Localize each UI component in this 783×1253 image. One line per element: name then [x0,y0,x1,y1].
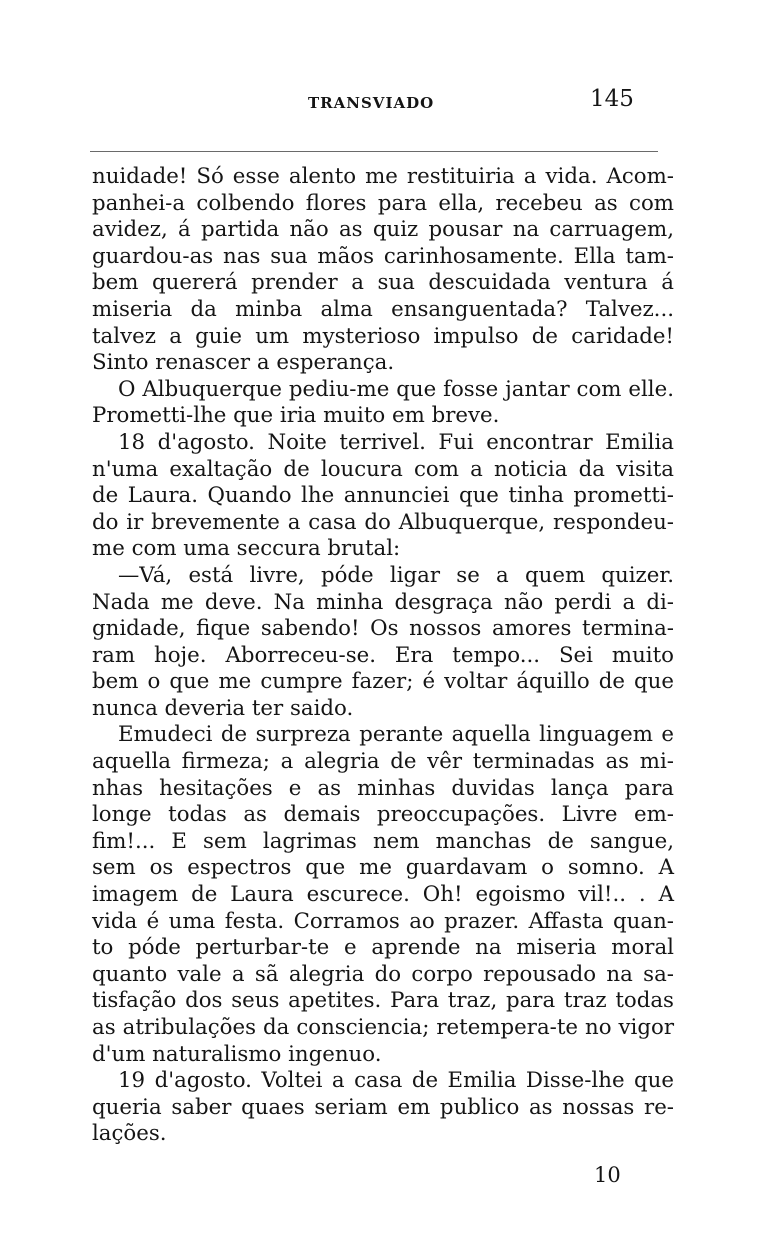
text-line: gnidade, fique sabendo! Os nossos amores termina- [92,616,674,642]
text-line: de Laura. Quando lhe annunciei que tinha prometti- [92,483,674,509]
text-line: imagem de Laura escurece. Oh! egoismo vil!.. . A [92,882,674,908]
text-line: guardou-as nas sua mãos carinhosamente. Ella tam- [92,243,674,269]
text-line: avidez, á partida não as quiz pousar na carruagem, [92,217,674,243]
text-line: aquella firmeza; a alegria de vêr terminadas as mi- [92,749,674,775]
text-line: n'uma exaltação de loucura com a noticia da visita [92,456,674,482]
text-line: Sinto renascer a esperança. [92,350,395,376]
running-title: TRANSVIADO [308,94,435,112]
text-line: miseria da minba alma ensanguentada? Talvez... [92,296,674,322]
text-line: bem o que me cumpre fazer; é voltar áquillo de que [92,669,674,695]
text-line: as atribulações da consciencia; retempera-te no vigor [92,1015,674,1040]
text-line: d'um naturalismo ingenuo. [92,1041,382,1067]
text-line: ram hoje. Aborreceu-se. Era tempo... Sei muito [92,642,674,668]
text-line: 19 d'agosto. Voltei a casa de Emilia Disse-lhe que [118,1068,674,1094]
text-line: Prometti-lhe que iria muito em breve. [92,403,500,429]
text-line: fim!... E sem lagrimas nem manchas de sangue, [92,828,674,854]
text-line: quanto vale a sã alegria do corpo repousado na sa- [92,961,674,987]
text-line: to póde perturbar-te e aprende na miseria moral [92,935,674,961]
text-line: tisfação dos seus apetites. Para traz, para traz todas [92,988,674,1014]
text-line: longe todas as demais preoccupações. Livre em- [92,802,674,828]
text-line: talvez a guie um mysterioso impulso de caridade! [92,323,674,349]
text-line: do ir brevemente a casa do Albuquerque, respondeu- [92,509,674,535]
text-line: nuidade! Só esse alento me restituiria a vida. Acom- [92,164,674,189]
page-number: 145 [590,86,634,112]
text-line: Nada me deve. Na minha desgraça não perdi a di- [92,589,674,615]
text-line: O Albuquerque pediu-me que fosse jantar com elle. [118,376,674,402]
text-line: panhei-a colbendo flores para ella, recebeu as com [92,190,674,216]
signature-mark: 10 [594,1163,621,1187]
text-line: nunca deveria ter saido. [92,695,354,721]
text-line: me com uma seccura brutal: [92,536,401,562]
text-line: Emudeci de surpreza perante aquella linguagem e [118,722,674,748]
body-text [92,164,674,1148]
header-rule [90,151,658,152]
text-line: sem os espectros que me guardavam o somno. A [92,855,674,881]
text-line: nhas hesitações e as minhas duvidas lança para [92,775,674,801]
text-line: —Vá, está livre, póde ligar se a quem quizer. [118,562,674,588]
text-line: 18 d'agosto. Noite terrivel. Fui encontrar Emilia [118,429,674,455]
text-line: vida é uma festa. Corramos ao prazer. Affasta quan- [92,908,674,934]
text-line: bem quererá prender a sua descuidada ventura á [92,270,674,296]
text-line: lações. [92,1121,167,1147]
text-line: queria saber quaes seriam em publico as nossas re- [92,1094,674,1120]
